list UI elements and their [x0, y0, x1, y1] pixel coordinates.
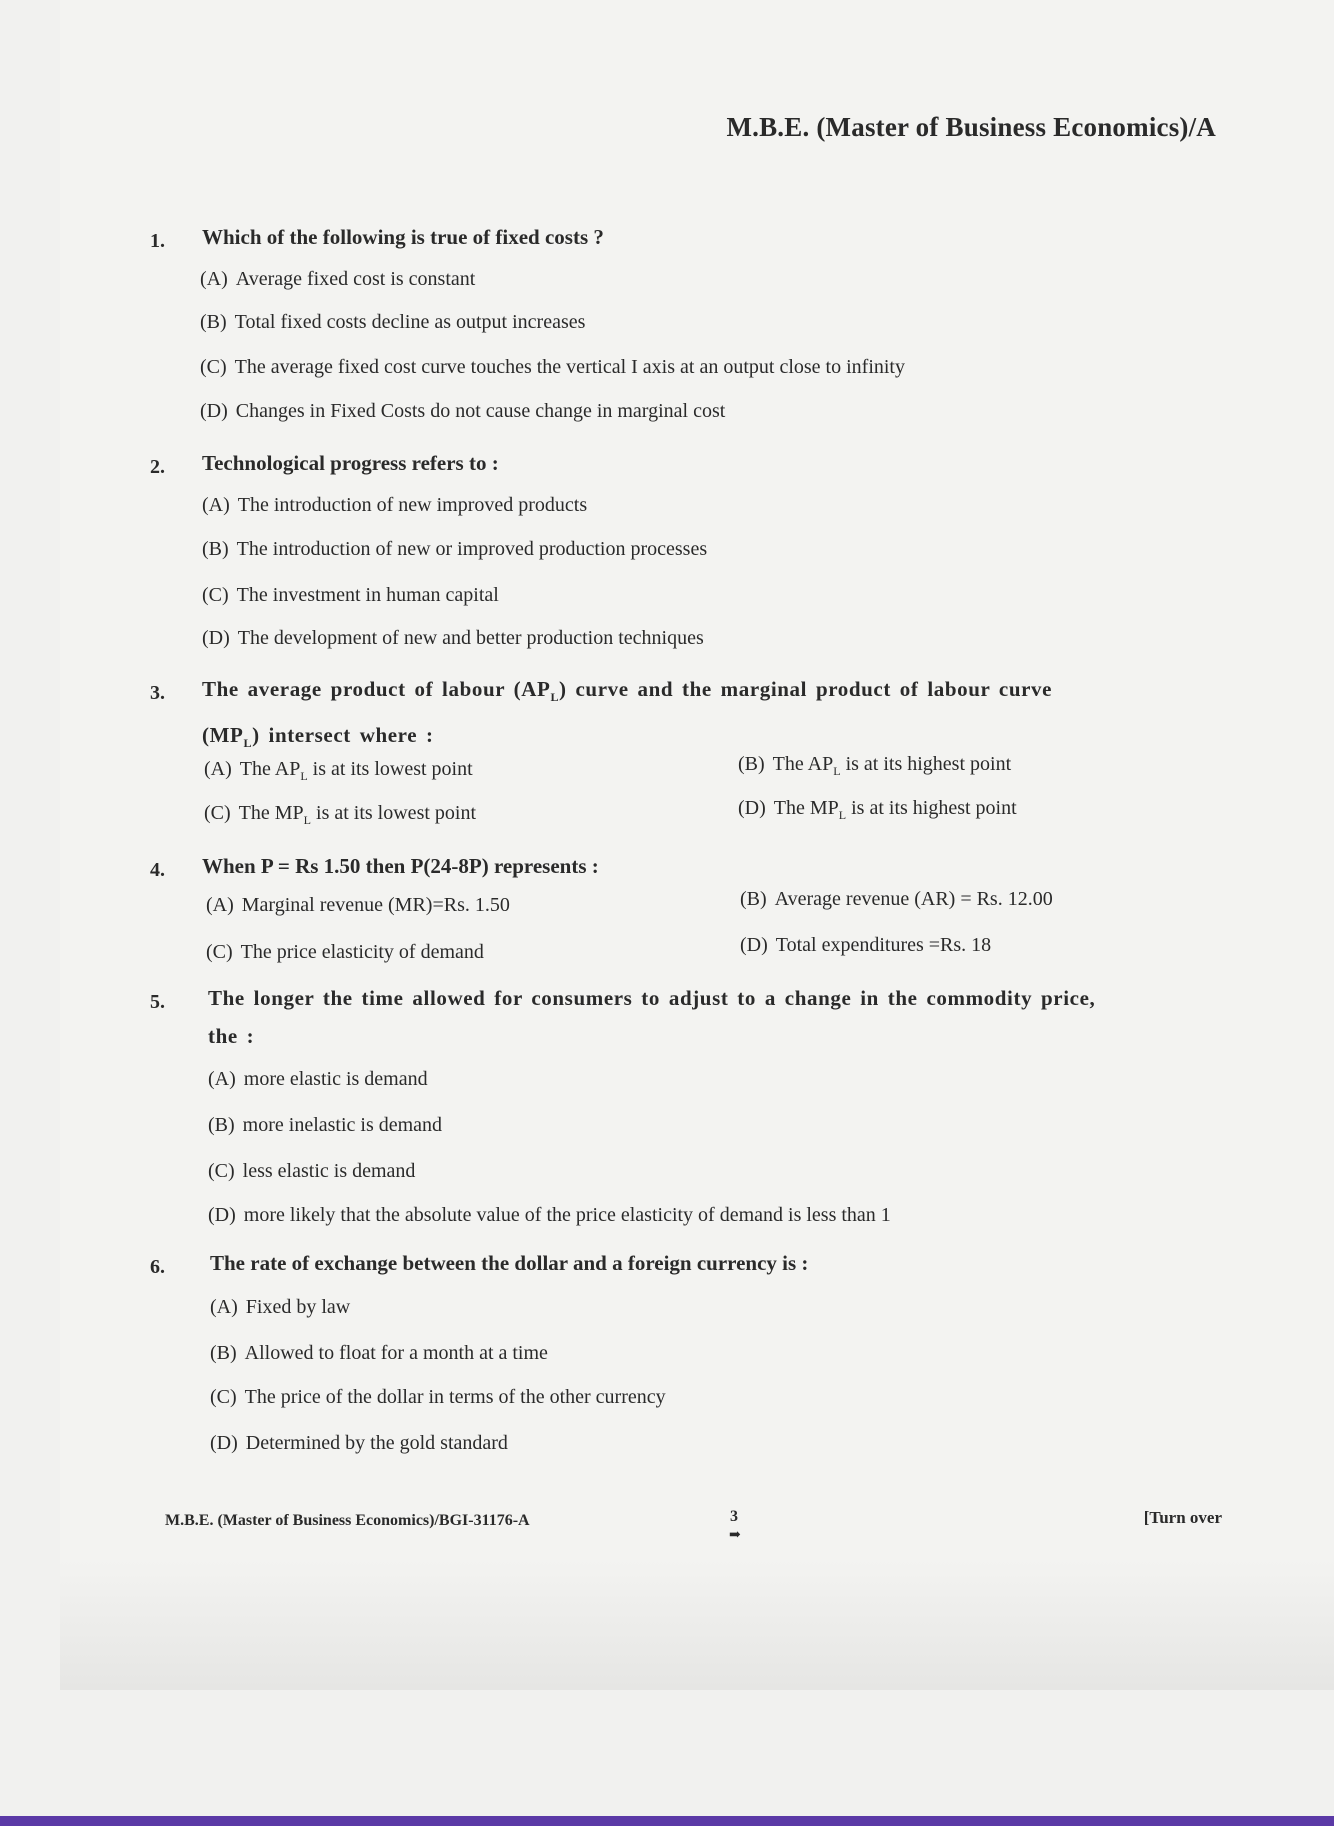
option-4b: (B) Average revenue (AR) = Rs. 12.00 [740, 888, 1053, 910]
page-number: 3 [730, 1508, 738, 1525]
question-number: 6. [150, 1256, 165, 1278]
question-number: 5. [150, 991, 165, 1013]
option-3b: (B) The $AP_L$ is at its highest point [738, 753, 1012, 778]
option-5a: (A) more elastic is demand [208, 1068, 428, 1090]
option-3d: (D) The $MP_L$ is at its highest point [738, 797, 1017, 822]
option-3a: (A) The $AP_L$ is at its lowest point [204, 758, 473, 783]
question-text: The longer the time allowed for consumers to adjust to a change in the commodity price, the : [208, 986, 1096, 1048]
question-number: 1. [150, 230, 165, 252]
question-text: The rate of exchange between the dollar and a foreign currency is : [210, 1251, 809, 1275]
question-number: 4. [150, 859, 165, 881]
question-text: When P = Rs 1.50 then P(24-8P) represents : [202, 854, 599, 878]
option-6d: (D) Determined by the gold standard [210, 1432, 508, 1454]
option-4d: (D) Total expenditures =Rs. 18 [740, 934, 992, 956]
bottom-border [0, 1816, 1334, 1826]
option-1c: (C) The average fixed cost curve touches the vertical I axis at an output close to infinity [200, 356, 905, 378]
question-text: Which of the following is true of fixed costs ? [202, 225, 604, 249]
option-2a: (A) The introduction of new improved products [202, 494, 588, 516]
option-4a: (A) Marginal revenue (MR)=Rs. 1.50 [206, 894, 510, 916]
option-2b: (B) The introduction of new or improved production processes [202, 538, 708, 560]
option-2c: (C) The investment in human capital [202, 584, 499, 606]
turn-over-note: [Turn over [1143, 1508, 1222, 1527]
option-6a: (A) Fixed by law [210, 1296, 351, 1318]
page-title: M.B.E. (Master of Business Economics)/A [726, 112, 1216, 142]
option-3c: (C) The $MP_L$ is at its lowest point [204, 802, 477, 827]
option-6b: (B) Allowed to float for a month at a time [210, 1342, 548, 1364]
option-2d: (D) The development of new and better production techniques [202, 627, 704, 649]
option-1a: (A) Average fixed cost is constant [200, 268, 476, 290]
option-6c: (C) The price of the dollar in terms of the other currency [210, 1386, 666, 1408]
question-text: The average product of labour $(AP_L)$ curve and the marginal product of labour curve $(MP_L)$ intersect where : [202, 677, 1053, 751]
option-1b: (B) Total fixed costs decline as output increases [200, 311, 586, 333]
question-number: 3. [150, 682, 165, 704]
option-5d: (D) more likely that the absolute value of the price elasticity of demand is less than 1 [208, 1204, 891, 1226]
option-5b: (B) more inelastic is demand [208, 1114, 443, 1136]
option-4c: (C) The price elasticity of demand [206, 941, 484, 963]
option-5c: (C) less elastic is demand [208, 1160, 416, 1182]
question-number: 2. [150, 456, 165, 478]
arrow-right-icon: ➡ [729, 1528, 741, 1543]
paper-code: M.B.E. (Master of Business Economics)/BGI-31176-A [165, 1512, 530, 1529]
option-1d: (D) Changes in Fixed Costs do not cause change in marginal cost [200, 400, 726, 422]
question-text: Technological progress refers to : [202, 451, 499, 475]
